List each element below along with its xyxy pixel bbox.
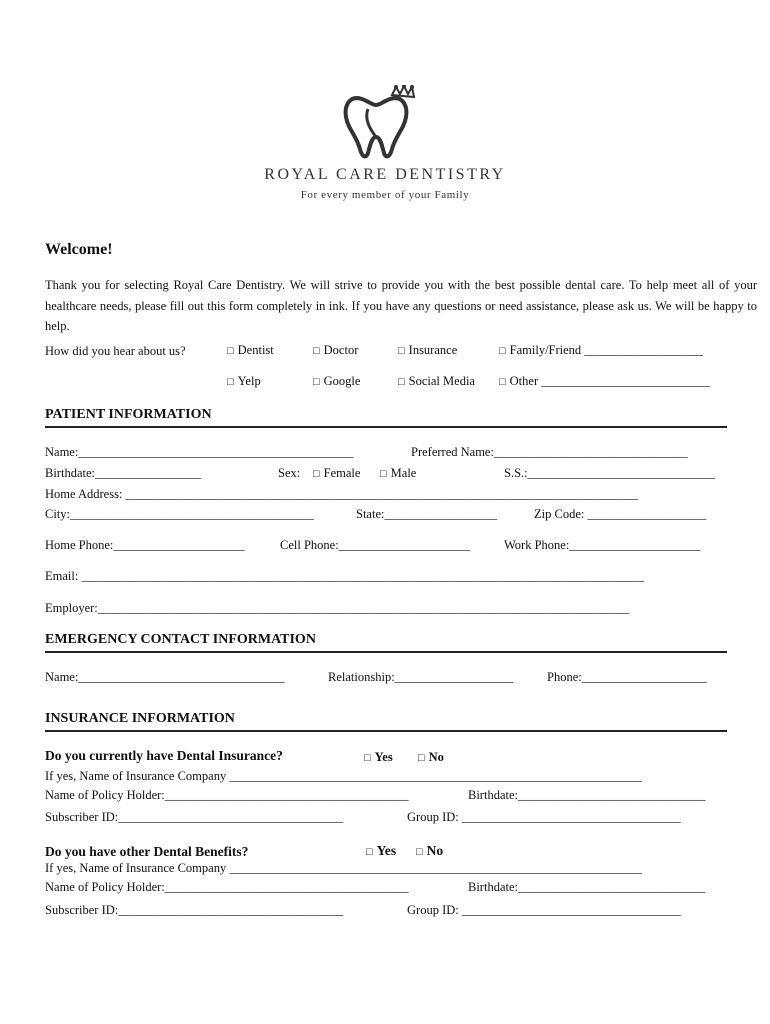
birthdate-field[interactable]: Birthdate:_________________ <box>45 466 202 480</box>
patient-name-field[interactable]: Name:____________________________________________ <box>45 445 354 459</box>
brand-name: ROYAL CARE DENTISTRY <box>264 166 506 183</box>
dental-insurance-yes[interactable]: □ Yes <box>364 750 393 764</box>
dental-insurance-question: Do you currently have Dental Insurance? <box>45 748 283 763</box>
referral-option-yelp[interactable]: □ Yelp <box>227 374 261 388</box>
checkbox-icon: □ <box>416 846 423 858</box>
emergency-relationship-field[interactable]: Relationship:___________________ <box>328 670 514 684</box>
checkbox-icon: □ <box>227 345 234 357</box>
other-subscriber-id-field[interactable]: Subscriber ID:____________________________________ <box>45 903 344 917</box>
work-phone-field[interactable]: Work Phone:_____________________ <box>504 538 701 552</box>
subscriber-id-field[interactable]: Subscriber ID:____________________________________ <box>45 810 344 824</box>
checkbox-icon: □ <box>313 345 320 357</box>
cell-phone-field[interactable]: Cell Phone:_____________________ <box>280 538 470 552</box>
other-benefits-question: Do you have other Dental Benefits? <box>45 844 249 859</box>
referral-question: How did you hear about us? <box>45 344 186 358</box>
sex-label: Sex: <box>278 466 301 480</box>
home-phone-field[interactable]: Home Phone:_____________________ <box>45 538 245 552</box>
zip-field[interactable]: Zip Code: ___________________ <box>534 507 707 521</box>
welcome-heading: Welcome! <box>45 241 113 258</box>
ss-field[interactable]: S.S.:______________________________ <box>504 466 716 480</box>
insurance-section-title: INSURANCE INFORMATION <box>45 711 235 726</box>
emergency-name-field[interactable]: Name:_________________________________ <box>45 670 285 684</box>
section-divider <box>45 426 727 428</box>
brand-tagline: For every member of your Family <box>300 189 470 201</box>
referral-option-social-media[interactable]: □ Social Media <box>398 374 475 388</box>
state-field[interactable]: State:__________________ <box>356 507 497 521</box>
checkbox-icon: □ <box>398 376 405 388</box>
checkbox-icon: □ <box>499 345 506 357</box>
section-divider <box>45 651 727 653</box>
checkbox-icon: □ <box>398 345 405 357</box>
emergency-section-title: EMERGENCY CONTACT INFORMATION <box>45 632 316 647</box>
checkbox-icon: □ <box>499 376 506 388</box>
policy-holder-birthdate-field[interactable]: Birthdate:______________________________ <box>468 788 706 802</box>
email-field[interactable]: Email: __________________________________________________________________________________________ <box>45 569 644 583</box>
checkbox-icon: □ <box>313 468 320 480</box>
other-benefits-yes[interactable]: □ Yes <box>366 843 397 858</box>
city-field[interactable]: City:_______________________________________ <box>45 507 314 521</box>
group-id-field[interactable]: Group ID: ___________________________________ <box>407 810 681 824</box>
other-group-id-field[interactable]: Group ID: ___________________________________ <box>407 903 681 917</box>
referral-option-other[interactable]: □ Other ___________________________ <box>499 374 710 388</box>
employer-field[interactable]: Employer:_____________________________________________________________________________________ <box>45 601 630 615</box>
checkbox-icon: □ <box>227 376 234 388</box>
sex-female-option[interactable]: □ Female <box>313 466 361 480</box>
referral-option-doctor[interactable]: □ Doctor <box>313 343 359 357</box>
sex-male-option[interactable]: □ Male <box>380 466 417 480</box>
welcome-text: Thank you for selecting Royal Care Dentistry. We will strive to provide you with the best possible dental care. To help meet all of your healthcare needs, please fill out this form completely in ink. If you have any questions or need assistance, please ask us. We will be happy to help. <box>45 278 757 333</box>
tooth-crown-icon <box>330 85 430 165</box>
home-address-field[interactable]: Home Address: __________________________________________________________________________________ <box>45 487 639 501</box>
checkbox-icon: □ <box>380 468 387 480</box>
checkbox-icon: □ <box>364 752 371 764</box>
section-divider <box>45 730 727 732</box>
checkbox-icon: □ <box>366 846 373 858</box>
checkbox-icon: □ <box>313 376 320 388</box>
patient-section-title: PATIENT INFORMATION <box>45 407 212 422</box>
insurance-company-field[interactable]: If yes, Name of Insurance Company __________________________________________________________________ <box>45 769 642 783</box>
policy-holder-field[interactable]: Name of Policy Holder:_______________________________________ <box>45 788 409 802</box>
other-benefits-no[interactable]: □ No <box>416 843 444 858</box>
emergency-phone-field[interactable]: Phone:____________________ <box>547 670 707 684</box>
referral-option-insurance[interactable]: □ Insurance <box>398 343 458 357</box>
preferred-name-field[interactable]: Preferred Name:_______________________________ <box>411 445 688 459</box>
dental-insurance-no[interactable]: □ No <box>418 750 444 764</box>
referral-option-dentist[interactable]: □ Dentist <box>227 343 274 357</box>
referral-option-family-friend[interactable]: □ Family/Friend ___________________ <box>499 343 704 357</box>
checkbox-icon: □ <box>418 752 425 764</box>
other-insurance-company-field[interactable]: If yes, Name of Insurance Company __________________________________________________________________ <box>45 861 642 875</box>
referral-option-google[interactable]: □ Google <box>313 374 361 388</box>
other-policy-holder-field[interactable]: Name of Policy Holder:_______________________________________ <box>45 880 409 894</box>
other-policy-holder-birthdate-field[interactable]: Birthdate:______________________________ <box>468 880 706 894</box>
